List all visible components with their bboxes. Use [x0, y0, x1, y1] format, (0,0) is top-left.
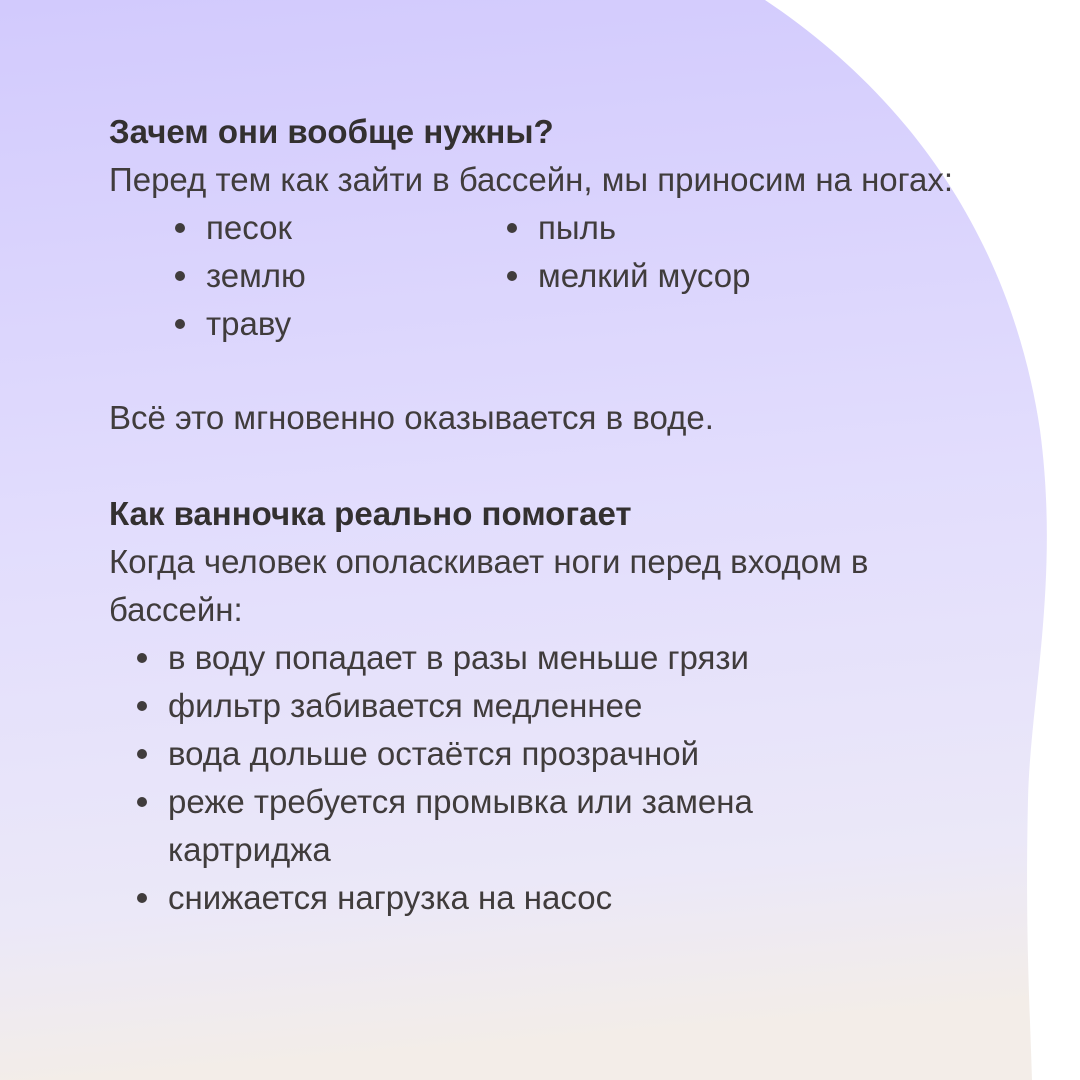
- bullet-icon: [175, 223, 185, 233]
- list-item-label: фильтр забивается медленнее: [168, 687, 643, 724]
- list-item-label: землю: [206, 257, 306, 294]
- bullet-icon: [137, 893, 147, 903]
- section-intro-how: Когда человек ополаскивает ноги перед входом в бассейн:: [109, 543, 869, 628]
- section-intro-why: Перед тем как зайти в бассейн, мы приносим на ногах:: [109, 161, 953, 198]
- closing-statement: Всё это мгновенно оказывается в воде.: [109, 399, 714, 436]
- list-item: [507, 204, 927, 252]
- list-item-label: снижается нагрузка на насос: [168, 879, 613, 916]
- list-item: [175, 204, 507, 252]
- list-item: [137, 682, 989, 730]
- list-item-label: в воду попадает в разы меньше грязи: [168, 639, 749, 676]
- bullet-icon: [175, 271, 185, 281]
- section-title-why: Зачем они вообще нужны?: [109, 113, 554, 150]
- list-item: [507, 252, 927, 300]
- benefits-list: [109, 634, 989, 922]
- bullet-icon: [507, 223, 517, 233]
- bullet-icon: [507, 271, 517, 281]
- list-item-label: реже требуется промывка или замена картриджа: [168, 783, 753, 868]
- list-item-label: мелкий мусор: [538, 257, 751, 294]
- content: [109, 108, 989, 922]
- spacer: [109, 442, 989, 490]
- spacer: [109, 348, 989, 394]
- list-item-label: песок: [206, 209, 292, 246]
- bullet-icon: [137, 797, 147, 807]
- list-item-label: траву: [206, 305, 292, 342]
- list-item: [137, 634, 989, 682]
- debris-list-left: [109, 204, 507, 348]
- list-item: [137, 730, 989, 778]
- list-item: [137, 874, 989, 922]
- bullet-icon: [137, 701, 147, 711]
- bullet-icon: [137, 749, 147, 759]
- list-item-label: пыль: [538, 209, 617, 246]
- list-item-label: вода дольше остаётся прозрачной: [168, 735, 699, 772]
- bullet-icon: [137, 653, 147, 663]
- list-item: [175, 300, 507, 348]
- debris-list: [109, 204, 989, 348]
- bullet-icon: [175, 319, 185, 329]
- section-title-how: Как ванночка реально помогает: [109, 495, 632, 532]
- debris-list-right: [507, 204, 927, 348]
- list-item: [137, 778, 858, 874]
- list-item: [175, 252, 507, 300]
